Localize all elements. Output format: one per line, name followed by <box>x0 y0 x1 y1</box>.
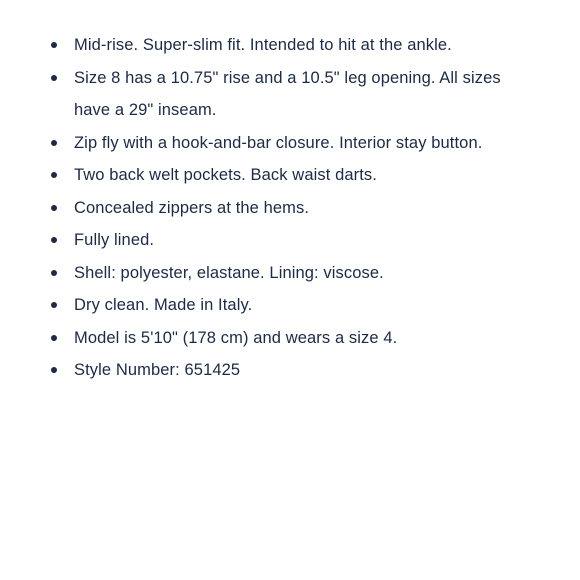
list-item <box>0 192 580 225</box>
bullet-dot-icon <box>51 367 57 373</box>
list-item-text: Model is 5'10" (178 cm) and wears a size 4. <box>74 328 398 347</box>
list-item <box>0 354 580 387</box>
list-item <box>0 289 580 322</box>
list-item-text: Concealed zippers at the hems. <box>74 198 310 217</box>
bullet-dot-icon <box>51 335 57 341</box>
product-details-list <box>0 29 580 387</box>
list-item <box>0 322 580 355</box>
bullet-dot-icon <box>51 237 57 243</box>
list-item <box>0 62 580 127</box>
list-item-text: Fully lined. <box>74 231 155 249</box>
bullet-dot-icon <box>51 205 57 211</box>
list-item-text: Zip fly with a hook-and-bar closure. Interior stay button. <box>74 133 483 152</box>
list-item <box>0 257 580 290</box>
bullet-dot-icon <box>51 302 57 308</box>
list-item <box>0 127 580 160</box>
list-item-text: Size 8 has a 10.75" rise and a 10.5" leg opening. All sizes have a 29" inseam. <box>74 68 501 119</box>
list-item-text: Dry clean. Made in Italy. <box>74 296 253 314</box>
list-item-text: Shell: polyester, elastane. Lining: viscose. <box>74 263 384 282</box>
bullet-dot-icon <box>51 172 57 178</box>
list-item-text: Two back welt pockets. Back waist darts. <box>74 166 377 184</box>
bullet-dot-icon <box>51 42 57 48</box>
bullet-dot-icon <box>51 140 57 146</box>
list-item <box>0 224 580 257</box>
list-item-text: Mid-rise. Super-slim fit. Intended to hit at the ankle. <box>74 36 452 54</box>
list-item <box>0 159 580 192</box>
list-item <box>0 29 580 62</box>
bullet-dot-icon <box>51 270 57 276</box>
list-item-text: Style Number: 651425 <box>74 361 241 379</box>
bullet-dot-icon <box>51 75 57 81</box>
